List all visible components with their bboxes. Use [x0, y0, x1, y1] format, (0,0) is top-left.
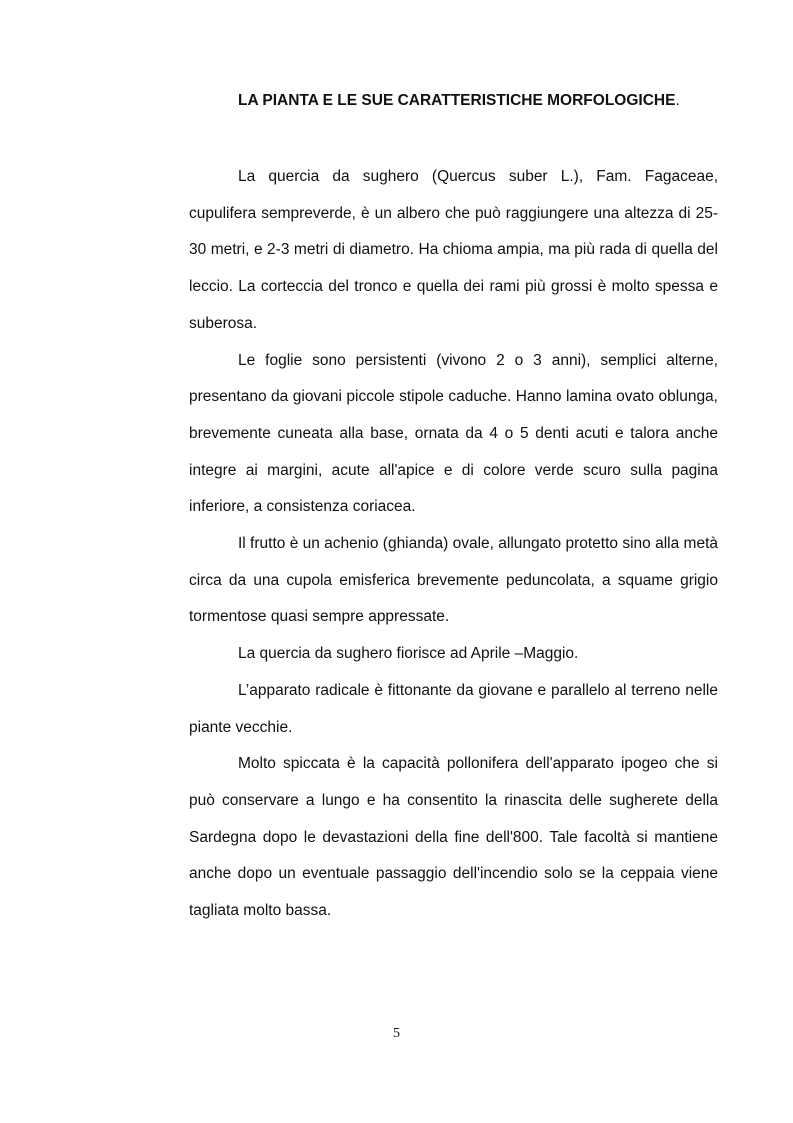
section-heading — [238, 92, 680, 110]
page-number: 5 — [393, 1026, 400, 1041]
paragraph-description: La quercia da sughero (Quercus suber L.), Fam. Fagaceae, cupulifera sempreverde, è un albero che può raggiungere una altezza di 25-30 metri, e 2-3 metri di diametro. Ha chioma ampia, ma più rada di quella del leccio. La corteccia del tronco e quella dei rami più grossi è molto spessa e suberosa. — [189, 168, 718, 332]
paragraph-flowering: La quercia da sughero fiorisce ad Aprile –Maggio. — [238, 645, 579, 663]
body-text — [189, 159, 718, 930]
paragraph-fruit: Il frutto è un achenio (ghianda) ovale, allungato protetto sino alla metà circa da una cupola emisferica brevemente peduncolata, a squame grigio tormentose quasi sempre appressate. — [189, 535, 718, 626]
paragraph-roots: L’apparato radicale è fittonante da giovane e parallelo al terreno nelle piante vecchie. — [189, 681, 718, 736]
paragraph-leaves: Le foglie sono persistenti (vivono 2 o 3 anni), semplici alterne, presentano da giovani piccole stipole caduche. Hanno lamina ovato oblunga, brevemente cuneata alla base, ornata da 4 o 5 denti acuti e talora anche integre ai margini, acute all'apice e di colore verde scuro sulla pagina inferiore, a consistenza coriacea. — [189, 351, 718, 516]
section-heading-text: LA PIANTA E LE SUE CARATTERISTICHE MORFOLOGICHE — [238, 92, 676, 109]
paragraph-regrowth: Molto spiccata è la capacità pollonifera dell'apparato ipogeo che si può conservare a lungo e ha consentito la rinascita delle sugherete della Sardegna dopo le devastazioni della fine dell'800. Tale facoltà si mantiene anche dopo un eventuale passaggio dell'incendio solo se la ceppaia viene tagliata molto bassa. — [189, 755, 718, 920]
section-heading-punctuation: . — [675, 92, 680, 109]
